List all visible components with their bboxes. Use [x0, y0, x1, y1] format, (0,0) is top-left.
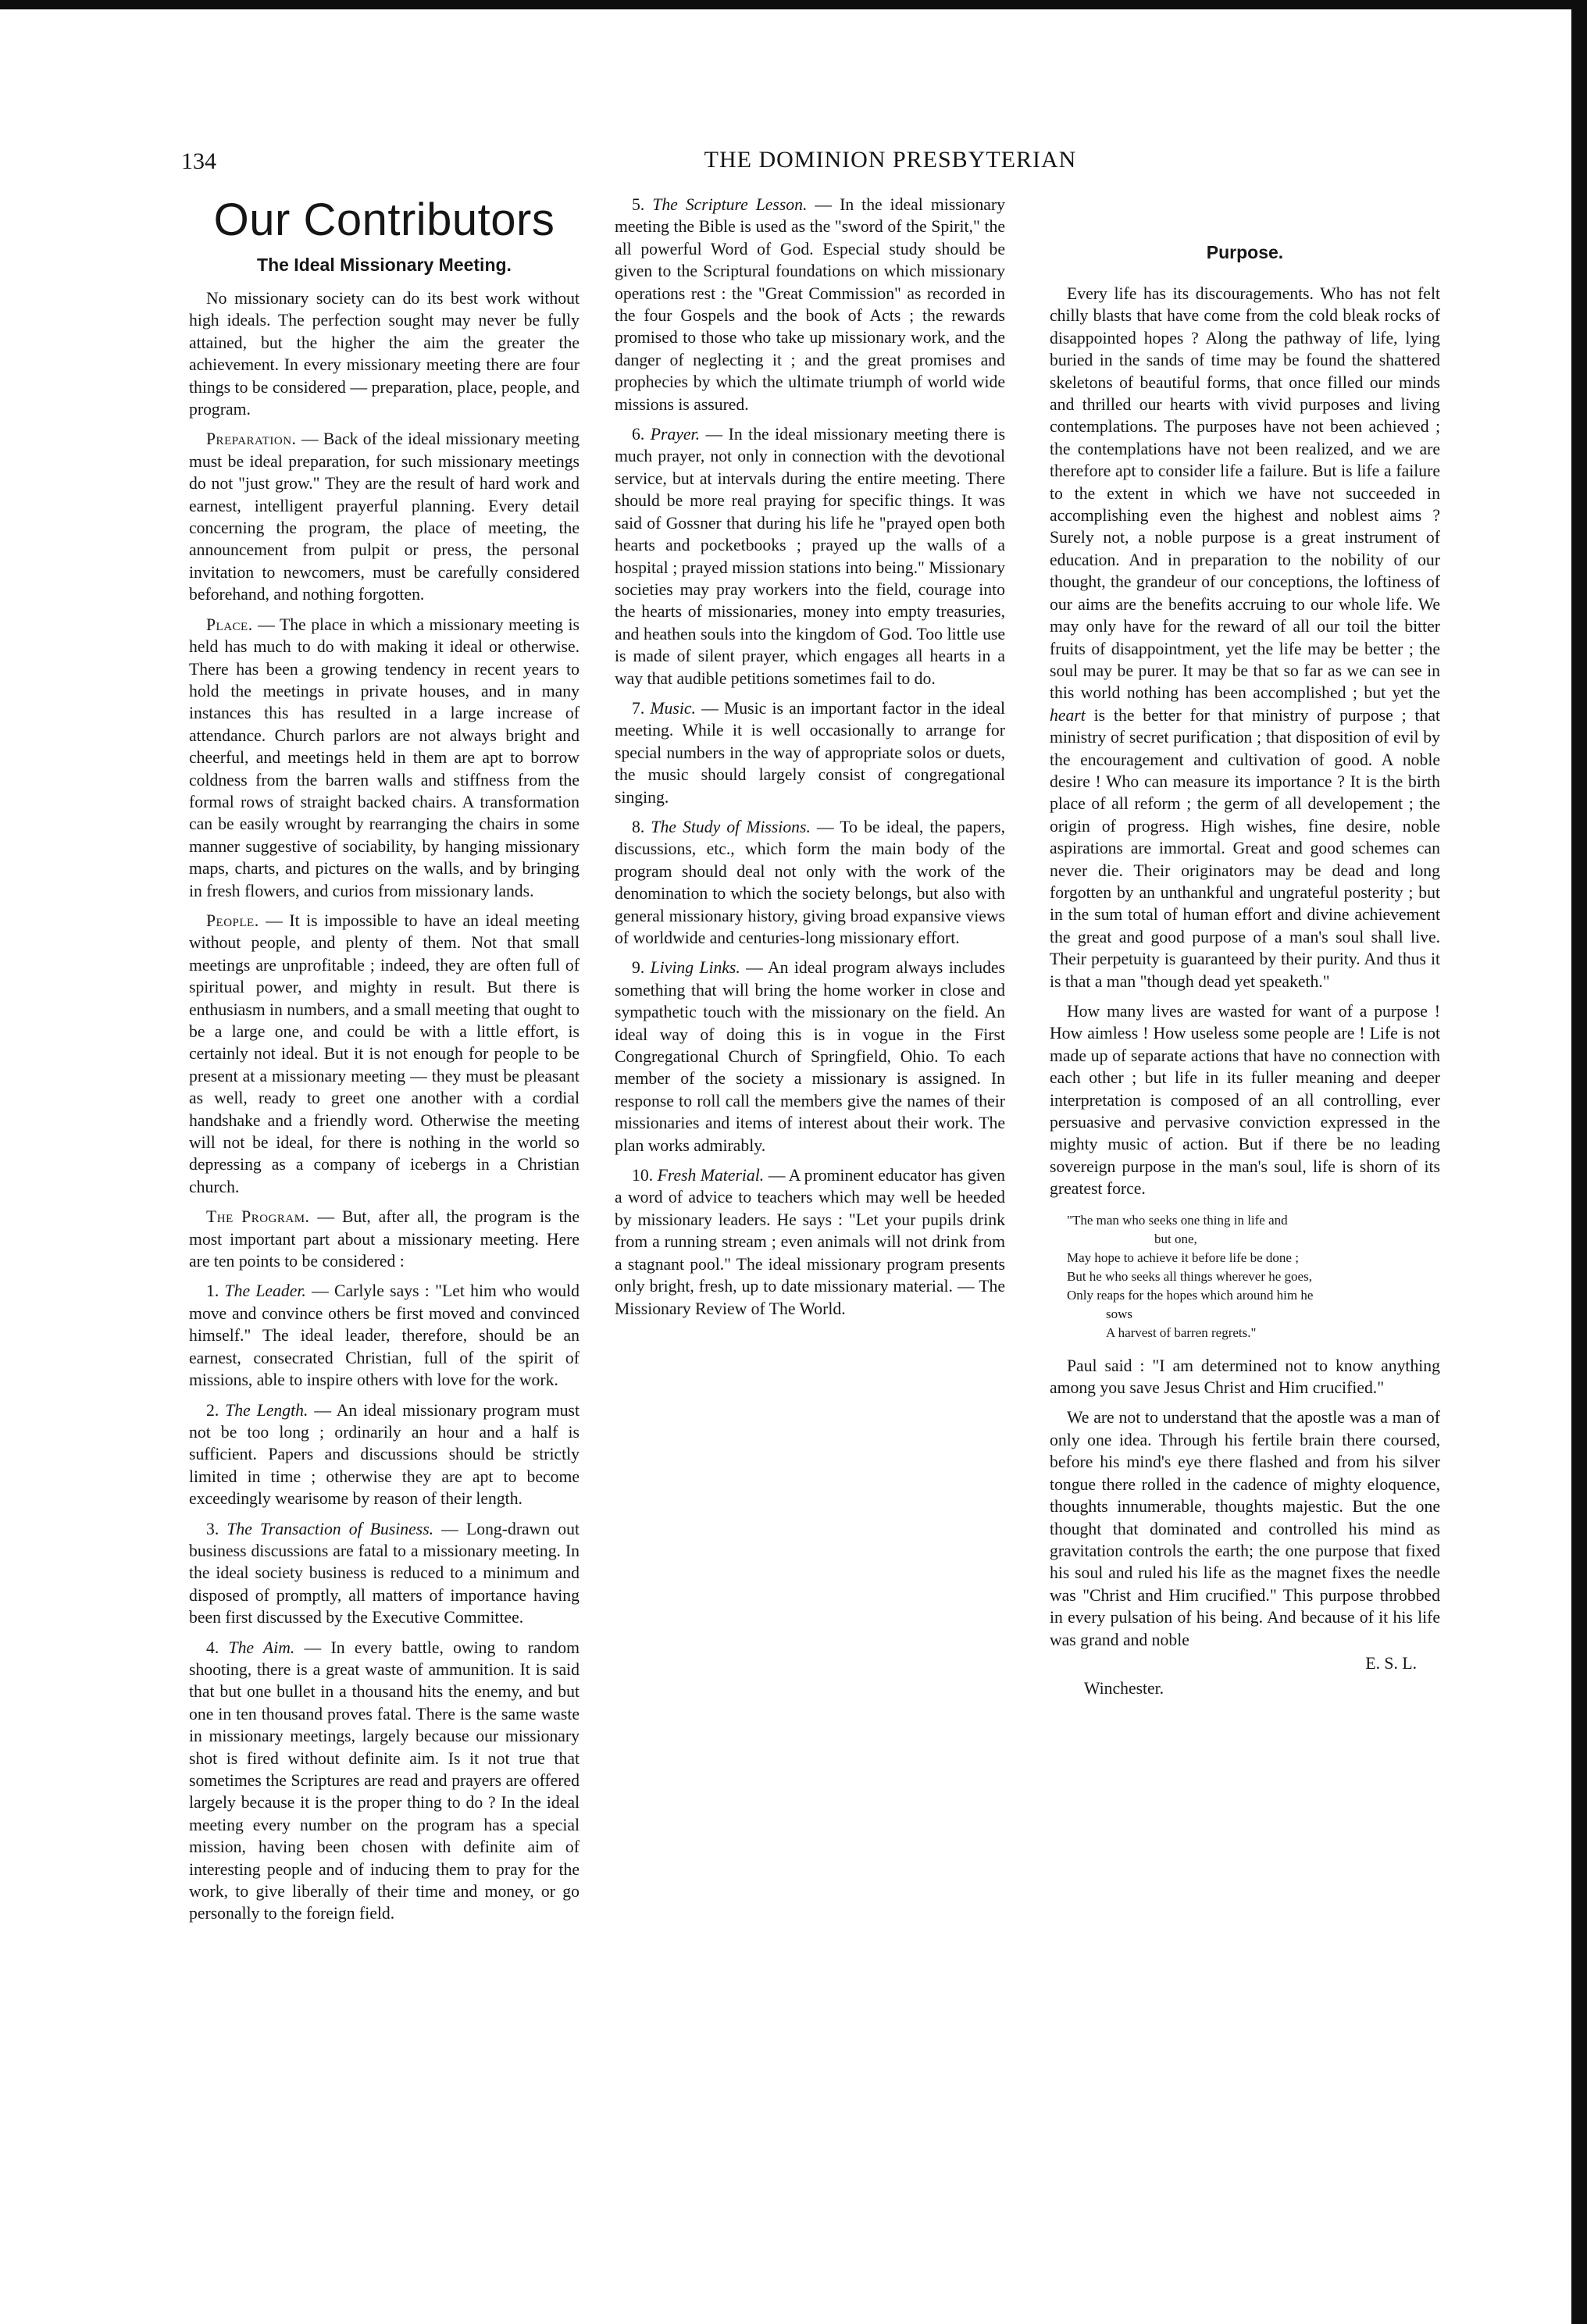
poem-line: May hope to achieve it before life be done ; [1067, 1249, 1299, 1265]
column-2 [615, 194, 1005, 2255]
scan-border-right [1571, 0, 1587, 2324]
item-heading: The Study of Missions. [651, 817, 811, 836]
item-heading: The Scripture Lesson. [652, 195, 808, 214]
poem-line: sows [1106, 1306, 1133, 1321]
item-number: 6. [632, 425, 645, 444]
paragraph: Paul said : "I am determined not to know anything among you save Jesus Christ and Him crucified." [1050, 1356, 1440, 1398]
paragraph-text: — Back of the ideal missionary meeting must be ideal preparation, for such missionary meetings do not "just grow." They are the result of hard work and earnest, intelligent prayerful planning. Every detail concerning the program, the place of meeting, the announcement from pulpit or press, the personal invitation to newcomers, must be carefully considered beforehand, and nothing forgotten. [189, 430, 580, 604]
paragraph-text: — An ideal program always includes something that will bring the home worker in close and sympathetic touch with the missionary on the field. An ideal way of doing this is in vogue in the First Congregational Church of Springfield, Ohio. To each member of the society a missionary is assigned. In response to roll call the members give the names of their missionaries and items of interest about their work. The plan works admirably. [615, 958, 1005, 1155]
paragraph: How many lives are wasted for want of a purpose ! How aimless ! How useless some people are ! Life is not made up of separate actions that have no connection with each other ; but life in its fuller meaning and deeper interpretation is composed of an all controlling, ever persuasive and pervasive conviction expressed in the mighty music of action. But if there be no leading sovereign purpose in the man's soul, life is shorn of its greatest force. [1050, 1002, 1440, 1199]
paragraph-text: — To be ideal, the papers, discussions, etc., which form the main body of the program should deal not only with the work of the denomination to which the society belongs, but also with general missionary history, giving broad expansive views of worldwide and centuries-long missionary effort. [615, 817, 1005, 947]
item-heading: The Length. [225, 1400, 308, 1420]
paragraph [189, 614, 580, 902]
numbered-paragraph [189, 1399, 580, 1510]
paragraph-text: — But, after all, the program is the most important part about a missionary meeting. Here are ten points to be considered : [189, 1207, 580, 1271]
paragraph-text: — In the ideal missionary meeting the Bible is used as the "sword of the Spirit," the all powerful Word of God. Especial study should be given to the Scriptural foundations on which missionary operations rest : the "Great Commission" as recorded in the four Gospels and the book of Acts ; the rewards promised to those who take up missionary work, and the danger of neglecting it ; and the great promises and prophecies by which the ultimate triumph of world wide missions is assured. [615, 195, 1005, 414]
paragraph [189, 428, 580, 605]
article-title: Purpose. [1206, 242, 1284, 262]
paragraph [189, 1206, 580, 1272]
item-number: 1. [206, 1281, 219, 1301]
section-title: Our Contributors [213, 194, 555, 245]
numbered-paragraph [615, 423, 1005, 690]
poem-line: "The man who seeks one thing in life and [1067, 1212, 1288, 1228]
numbered-paragraph [615, 194, 1005, 415]
item-heading: The Leader. [224, 1281, 306, 1301]
item-number: 8. [632, 817, 645, 836]
numbered-paragraph [189, 1637, 580, 1925]
item-heading: The Aim. [228, 1638, 295, 1657]
paragraph-text: — It is impossible to have an ideal meeting without people, and plenty of them. Not that small meetings are unprofitable ; indeed, they are often full of spiritual power, and mighty in result. But there is enthusiasm in numbers, and a small meeting that ought to be a large one, and could be with a little effort, is certainly not ideal. But it is not enough for people to be present at a missionary meeting — they must be pleasant as well, ready to greet one another with a cordial handshake and a friendly word. Otherwise the meeting will not be ideal, for there is nothing in the world so depressing as a company of icebergs in a Christian church. [189, 911, 580, 1196]
poem-quote [1067, 1211, 1440, 1342]
numbered-paragraph [615, 1164, 1005, 1320]
poem-line: but one, [1154, 1231, 1197, 1246]
numbered-paragraph [615, 957, 1005, 1157]
paragraph [1050, 283, 1440, 993]
item-number: 3. [206, 1519, 219, 1538]
item-heading: The Transaction of Business. [226, 1519, 434, 1538]
item-heading: Music. [650, 698, 696, 718]
item-number: 4. [206, 1638, 219, 1657]
paragraph-text: — A prominent educator has given a word of advice to teachers which may well be heeded by missionary leaders. He says : "Let your pupils drink from a running stream ; even animals will not drink from a stagnant pool." The ideal missionary program presents only bright, fresh, up to date missionary material. — The Missionary Review of The World. [615, 1166, 1005, 1318]
paragraph-text: — Long-drawn out business discussions are fatal to a missionary meeting. In the ideal society business is reduced to a minimum and disposed of promptly, all matters of importance having been first discussed by the Executive Committee. [189, 1519, 580, 1627]
item-number: 9. [632, 958, 645, 978]
numbered-paragraph [615, 697, 1005, 808]
article-title: The Ideal Missionary Meeting. [257, 255, 512, 275]
column-1 [189, 194, 580, 2255]
paragraph-text: is the better for that ministry of purpose ; that ministry of secret purification ; that disposition of evil by the encouragement and cultivation of good. A noble desire ! Who can measure its importance ? It is the birth place of all reform ; the germ of all developement ; the origin of progress. High wishes, fine desire, noble aspirations are immortal. Great and good schemes can never die. Their originators may be dead and long forgotten by an unthankful and ungrateful posterity ; but in the sum total of human effort and divine achievement the great and good purpose of a man's soul shall live. Their perpetuity is guaranteed by their purity. And thus it is that a man "though dead yet speaketh." [1050, 705, 1440, 991]
item-heading: Fresh Material. [657, 1166, 765, 1185]
emphasis: heart [1050, 705, 1086, 725]
poem-line: A harvest of barren regrets." [1106, 1324, 1257, 1340]
run-in-heading: The Program. [206, 1207, 310, 1227]
item-number: 7. [632, 698, 645, 718]
paragraph-text: — The place in which a missionary meeting is held has much to do with making it ideal or otherwise. There has been a growing tendency in recent years to hold the meetings in private houses, and in many instances this has resulted in a large increase of attendance. Church parlors are not always bright and cheerful, and meetings held in them are apt to borrow coldness from the barren walls and stiffness from the formal rows of straight backed chairs. A transformation can be easily wrought by rearranging the chairs in some manner suggestive of sociability, by hanging missionary maps, charts, and pictures on the walls, and by bringing in fresh flowers, and curios from missionary lands. [189, 615, 580, 900]
poem-line: Only reaps for the hopes which around him he [1067, 1287, 1314, 1303]
paragraph: We are not to understand that the apostle was a man of only one idea. Through his fertile brain there coursed, before his mind's eye there flashed and from his silver tongue there rolled in the cadence of mighty eloquence, thoughts innumerable, thoughts majestic. But the one thought that dominated and controlled his mind as gravitation controls the earth; the one purpose that fixed his soul and ruled his life as the magnet fixes the needle was "Christ and Him crucified." This purpose throbbed in every pulsation of his being. And because of it his life was grand and noble [1050, 1408, 1440, 1649]
run-in-heading: People. [206, 911, 259, 930]
run-in-heading: Place. [206, 615, 253, 634]
paragraph-text: — An ideal missionary program must not be too long ; ordinarily an hour and a half is sufficient. Papers and discussions should be strictly limited in time ; otherwise they are apt to become exceedingly wearisome by reason of their length. [189, 1400, 580, 1509]
dateline-place: Winchester. [1084, 1679, 1164, 1698]
paragraph-text: Every life has its discouragements. Who has not felt chilly blasts that have come from the cold bleak rocks of disappointed hopes ? Along the pathway of life, lying buried in the sands of time may be found the shattered skeletons of beautiful forms, that once filled our minds and thrilled our hearts with vivid purposes and living contemplations. The purposes have not been achieved ; the contemplations have not been realized, and we are therefore apt to consider life a failure. But is life a failure to the extent in which we have not succeeded in accomplishing even the highest and noblest aims ? Surely not, a noble purpose is a great instrument of education. And in preparation to the nobility of our thought, the grandeur of our conceptions, the loftiness of our aims are the benefits accruing to our whole life. We may only have for the reward of all our toil the bitter fruits of disappointment, yet the life may be better ; the soul may be purer. It may be that so far as we can see in this world nothing has been accomplished ; but yet the [1050, 284, 1440, 703]
item-number: 10. [632, 1166, 654, 1185]
paragraph-text: — Carlyle says : "Let him who would move and convince others be first moved and convinced himself." The ideal leader, therefore, should be an earnest, consecrated Christian, full of the spirit of missions, able to inspire others with love for the work. [189, 1281, 580, 1390]
item-heading: Living Links. [650, 958, 740, 978]
run-in-heading: Preparation. [206, 430, 297, 449]
item-number: 5. [632, 195, 645, 214]
numbered-paragraph [615, 816, 1005, 949]
paragraph-text: — In every battle, owing to random shooting, there is a great waste of ammunition. It is said that but one bullet in a thousand hits the enemy, and but one in ten thousand proves fatal. There is the same waste in missionary meetings, largely because our missionary shot is fired without definite aim. Is it not true that sometimes the Scriptures are read and prayers are offered largely because it is the proper thing to do ? In the ideal meeting every number on the program has a special mission, having been chosen with definite aim of interesting people and of inducing them to pray for the work, to give liberally of their time and money, or go personally to the foreign field. [189, 1638, 580, 1923]
numbered-paragraph [189, 1518, 580, 1629]
item-number: 2. [206, 1400, 219, 1420]
numbered-paragraph [189, 1280, 580, 1391]
paragraph: No missionary society can do its best work without high ideals. The perfection sought may never be fully attained, but the higher the aim the greater the achievement. In every missionary meeting there are four things to be considered — preparation, place, people, and program. [189, 289, 580, 419]
paragraph-text: — Music is an important factor in the ideal meeting. While it is well occasionally to arrange for special numbers in the way of appropriate solos or duets, the music should largely consist of congregational singing. [615, 698, 1005, 807]
column-3 [1050, 194, 1440, 2255]
author-signature: E. S. L. [1365, 1653, 1417, 1673]
item-heading: Prayer. [650, 425, 700, 444]
poem-line: But he who seeks all things wherever he goes, [1067, 1268, 1312, 1284]
page-number: 134 [181, 148, 216, 174]
scan-border-top [0, 0, 1587, 9]
paragraph-text: — In the ideal missionary meeting there is much prayer, not only in connection with the devotional service, but at intervals during the entire meeting. There should be more real praying for specific things. It was said of Gossner that during his life he "prayed open both hearts and pocketbooks ; prayed up the walls of a hospital ; prayed mission stations into being." Missionary societies may pray workers into the field, courage into the hearts of missionaries, money into empty treasuries, and heathen souls into the kingdom of God. Too little use is made of silent prayer, which engages all hearts in a way that audible petitions sometimes fail to do. [615, 425, 1005, 688]
running-head: THE DOMINION PRESBYTERIAN [704, 147, 1077, 173]
paragraph [189, 910, 580, 1198]
